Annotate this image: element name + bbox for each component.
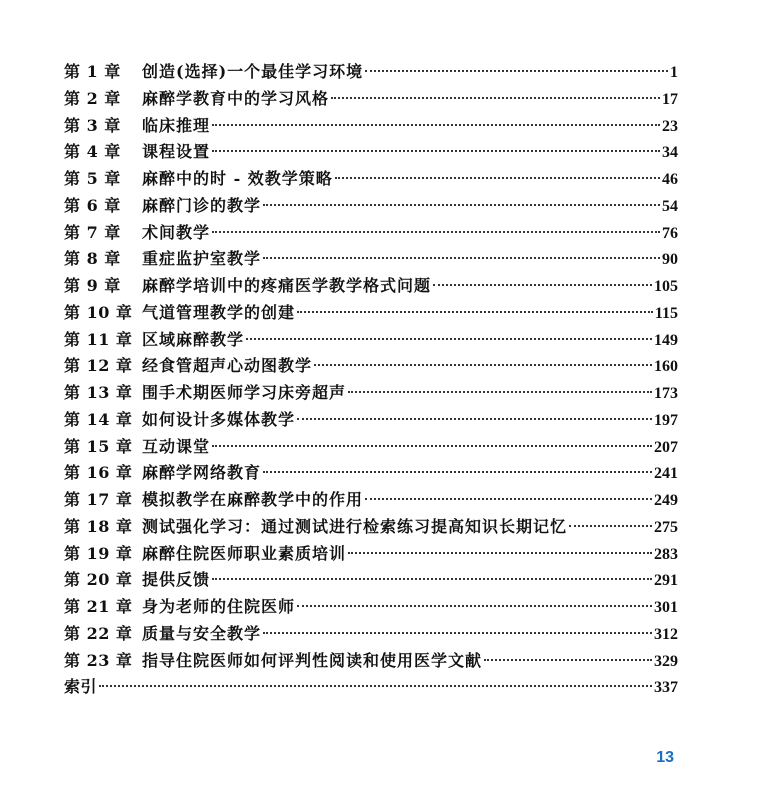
toc-chapter-title: 麻醉门诊的教学: [142, 195, 262, 215]
toc-entry: [64, 434, 678, 461]
toc-page-number: 249: [654, 492, 678, 509]
toc-chapter-label: 第 12 章: [64, 356, 133, 376]
toc-chapter-title: 麻醉学教育中的学习风格: [142, 88, 330, 108]
toc-chapter-title: 临床推理: [142, 115, 211, 135]
toc-entry: [64, 300, 678, 327]
toc-entry: [64, 327, 678, 354]
toc-page-number: 312: [654, 625, 678, 643]
toc-chapter-label: 第 10 章: [64, 302, 133, 322]
toc-page-number: 275: [654, 518, 678, 536]
toc-entry: [64, 487, 678, 514]
toc-chapter-title: 术间教学: [142, 222, 211, 242]
toc-dot-leader: [335, 176, 660, 179]
toc-dot-leader: [212, 444, 652, 447]
toc-dot-leader: [297, 310, 653, 313]
toc-dot-leader: [263, 631, 652, 634]
toc-entry: [64, 193, 678, 220]
toc-entry: [64, 594, 678, 621]
toc-page-number: 17: [662, 90, 678, 108]
toc-dot-leader: [263, 470, 652, 473]
toc-entry: [64, 648, 678, 675]
toc-chapter-label: 第 14 章: [64, 409, 133, 429]
toc-entry: [64, 139, 678, 166]
toc-dot-leader: [331, 96, 660, 99]
toc-entry: [64, 166, 678, 193]
toc-chapter-title: 测试强化学习：通过测试进行检索练习提高知识长期记忆: [142, 516, 568, 536]
toc-chapter-title: 互动课堂: [142, 436, 211, 456]
toc-chapter-title: 如何设计多媒体教学: [142, 409, 296, 429]
toc-dot-leader: [212, 230, 660, 233]
page-number: 13: [656, 749, 674, 766]
toc-page-number: 105: [654, 278, 678, 295]
toc-chapter-label: 第 19 章: [64, 543, 133, 563]
toc-page-number: 76: [662, 224, 678, 242]
toc-chapter-label: 第 23 章: [64, 650, 133, 670]
toc-entry: [64, 567, 678, 594]
toc-chapter-label: 第 6 章: [64, 195, 121, 215]
toc-entry: [64, 220, 678, 247]
toc-entry: [64, 541, 678, 568]
toc-entry: [64, 621, 678, 648]
toc-page-number: 23: [662, 117, 678, 135]
toc-chapter-label: 第 2 章: [64, 88, 121, 108]
toc-chapter-label: 第 21 章: [64, 597, 133, 616]
toc-page-number: 160: [654, 358, 678, 376]
toc-chapter-label: 第 7 章: [64, 222, 121, 242]
toc-entry: [64, 460, 678, 487]
toc-entry: [64, 246, 678, 273]
toc-dot-leader: [484, 658, 652, 661]
toc-page-number: 46: [662, 171, 678, 188]
toc-entry: [64, 380, 678, 407]
toc-chapter-title: 麻醉中的时 - 效教学策略: [142, 169, 333, 188]
toc-page-number: 329: [654, 652, 678, 670]
toc-chapter-label: 第 22 章: [64, 623, 133, 643]
toc-page-number: 115: [654, 304, 678, 322]
toc-chapter-label: 第 8 章: [64, 249, 121, 269]
toc-dot-leader: [297, 417, 652, 420]
toc-dot-leader: [263, 203, 660, 206]
toc-page-number: 90: [662, 251, 678, 269]
toc-chapter-title: 质量与安全教学: [142, 623, 262, 643]
toc-dot-leader: [348, 390, 652, 393]
toc-entry: [64, 514, 678, 541]
toc-chapter-label: 第 16 章: [64, 463, 133, 483]
toc-dot-leader: [212, 123, 660, 126]
toc-page-number: 291: [654, 572, 678, 590]
toc-chapter-title: 区域麻醉教学: [142, 329, 245, 349]
toc-chapter-title: 创造(选择)一个最佳学习环境: [142, 62, 364, 81]
toc-page-number: 301: [654, 599, 678, 616]
toc-chapter-title: 指导住院医师如何评判性阅读和使用医学文献: [142, 650, 483, 670]
toc-dot-leader: [212, 149, 660, 152]
toc-chapter-label: 第 5 章: [64, 169, 121, 188]
toc-dot-leader: [365, 497, 652, 500]
toc-chapter-label: 第 20 章: [64, 570, 133, 590]
toc-list: [64, 59, 678, 701]
toc-dot-leader: [297, 604, 652, 607]
toc-chapter-label: 索引: [64, 677, 98, 697]
toc-dot-leader: [569, 524, 652, 527]
toc-page-number: 54: [662, 197, 678, 215]
toc-page-number: 283: [654, 545, 678, 563]
toc-chapter-title: 麻醉住院医师职业素质培训: [142, 543, 347, 563]
toc-chapter-label: 第 3 章: [64, 115, 121, 135]
toc-page-number: 34: [662, 144, 678, 162]
toc-chapter-label: 第 1 章: [64, 62, 121, 81]
toc-chapter-title: 课程设置: [142, 142, 211, 162]
toc-entry: [64, 674, 678, 701]
toc-chapter-label: 第 17 章: [64, 490, 133, 509]
toc-page-number: 197: [654, 411, 678, 429]
toc-dot-leader: [348, 551, 652, 554]
toc-dot-leader: [246, 337, 652, 340]
table-of-contents: [64, 59, 678, 701]
toc-chapter-title: 模拟教学在麻醉教学中的作用: [142, 490, 364, 509]
toc-entry: [64, 86, 678, 113]
toc-chapter-title: 经食管超声心动图教学: [142, 356, 313, 376]
toc-chapter-title: 围手术期医师学习床旁超声: [142, 383, 347, 402]
toc-dot-leader: [212, 577, 652, 580]
toc-chapter-title: 麻醉学培训中的疼痛医学教学格式问题: [142, 276, 432, 295]
toc-entry: [64, 59, 678, 86]
toc-chapter-label: 第 13 章: [64, 383, 133, 402]
toc-page-number: 207: [654, 438, 678, 456]
toc-chapter-title: 重症监护室教学: [142, 249, 262, 269]
toc-dot-leader: [263, 256, 660, 259]
toc-chapter-label: 第 15 章: [64, 436, 133, 456]
toc-page-number: 149: [654, 331, 678, 349]
toc-entry: [64, 113, 678, 140]
toc-chapter-label: 第 18 章: [64, 516, 133, 536]
toc-chapter-title: 气道管理教学的创建: [142, 302, 296, 322]
toc-entry: [64, 273, 678, 300]
toc-page-number: 173: [654, 385, 678, 402]
toc-chapter-title: 身为老师的住院医师: [142, 597, 296, 616]
toc-dot-leader: [433, 283, 652, 286]
toc-page-number: 337: [654, 679, 678, 697]
toc-page-number: 1: [670, 64, 678, 81]
toc-chapter-title: 麻醉学网络教育: [142, 463, 262, 483]
toc-entry: [64, 407, 678, 434]
toc-chapter-label: 第 4 章: [64, 142, 121, 162]
toc-chapter-label: 第 9 章: [64, 276, 121, 295]
toc-chapter-title: 提供反馈: [142, 570, 211, 590]
toc-page-number: 241: [654, 465, 678, 483]
toc-chapter-label: 第 11 章: [64, 329, 133, 349]
toc-dot-leader: [99, 684, 652, 687]
toc-dot-leader: [365, 69, 668, 72]
toc-entry: [64, 353, 678, 380]
toc-dot-leader: [314, 363, 652, 366]
